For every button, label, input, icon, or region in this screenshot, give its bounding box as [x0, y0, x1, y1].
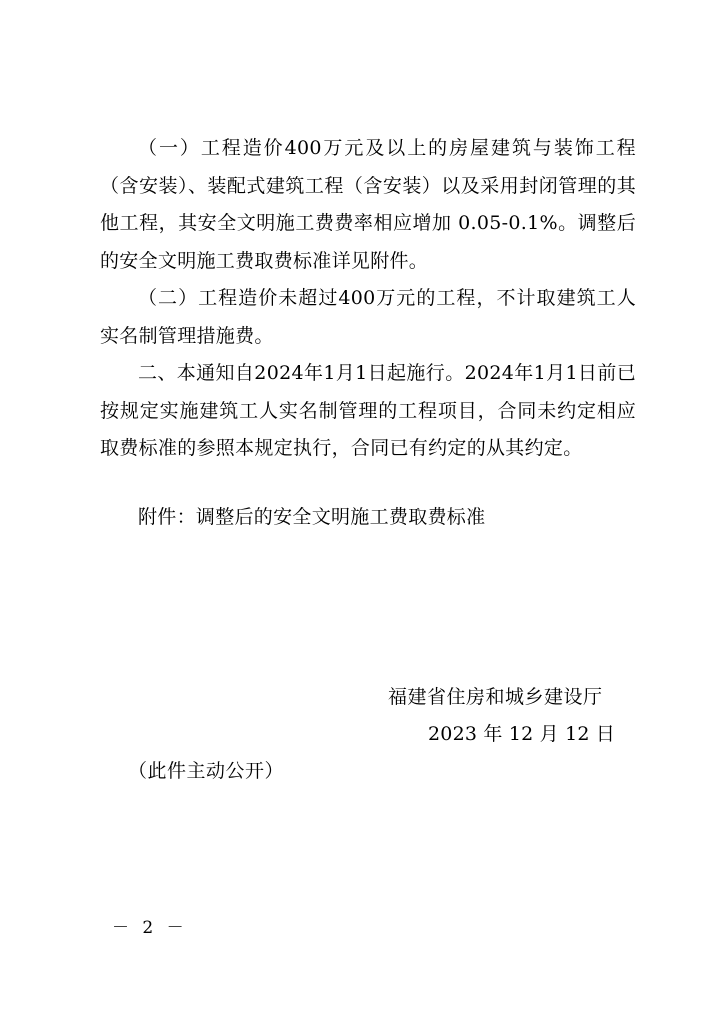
attachment-note: 附件：调整后的安全文明施工费取费标准: [138, 506, 486, 528]
paragraph-item-1: （一）工程造价400万元及以上的房屋建筑与装饰工程（含安装）、装配式建筑工程（含安装）以及采用封闭管理的其他工程，其安全文明施工费费率相应增加 0.05-0.1%。调整后的安全文明施工费取费标准详见附件。: [100, 137, 636, 272]
paragraph-section-2: 二、本通知自2024年1月1日起施行。2024年1月1日前已按规定实施建筑工人实名制管理的工程项目，合同未约定相应取费标准的参照本规定执行，合同已有约定的从其约定。: [100, 362, 636, 459]
issue-date: 2023 年 12 月 12 日: [428, 723, 616, 745]
page-number: － 2 －: [112, 918, 188, 938]
paragraph-item-2: （二）工程造价未超过400万元的工程，不计取建筑工人实名制管理措施费。: [100, 287, 636, 347]
disclosure-note: （此件主动公开）: [128, 760, 285, 782]
issuer-name: 福建省住房和城乡建设厅: [388, 686, 603, 708]
